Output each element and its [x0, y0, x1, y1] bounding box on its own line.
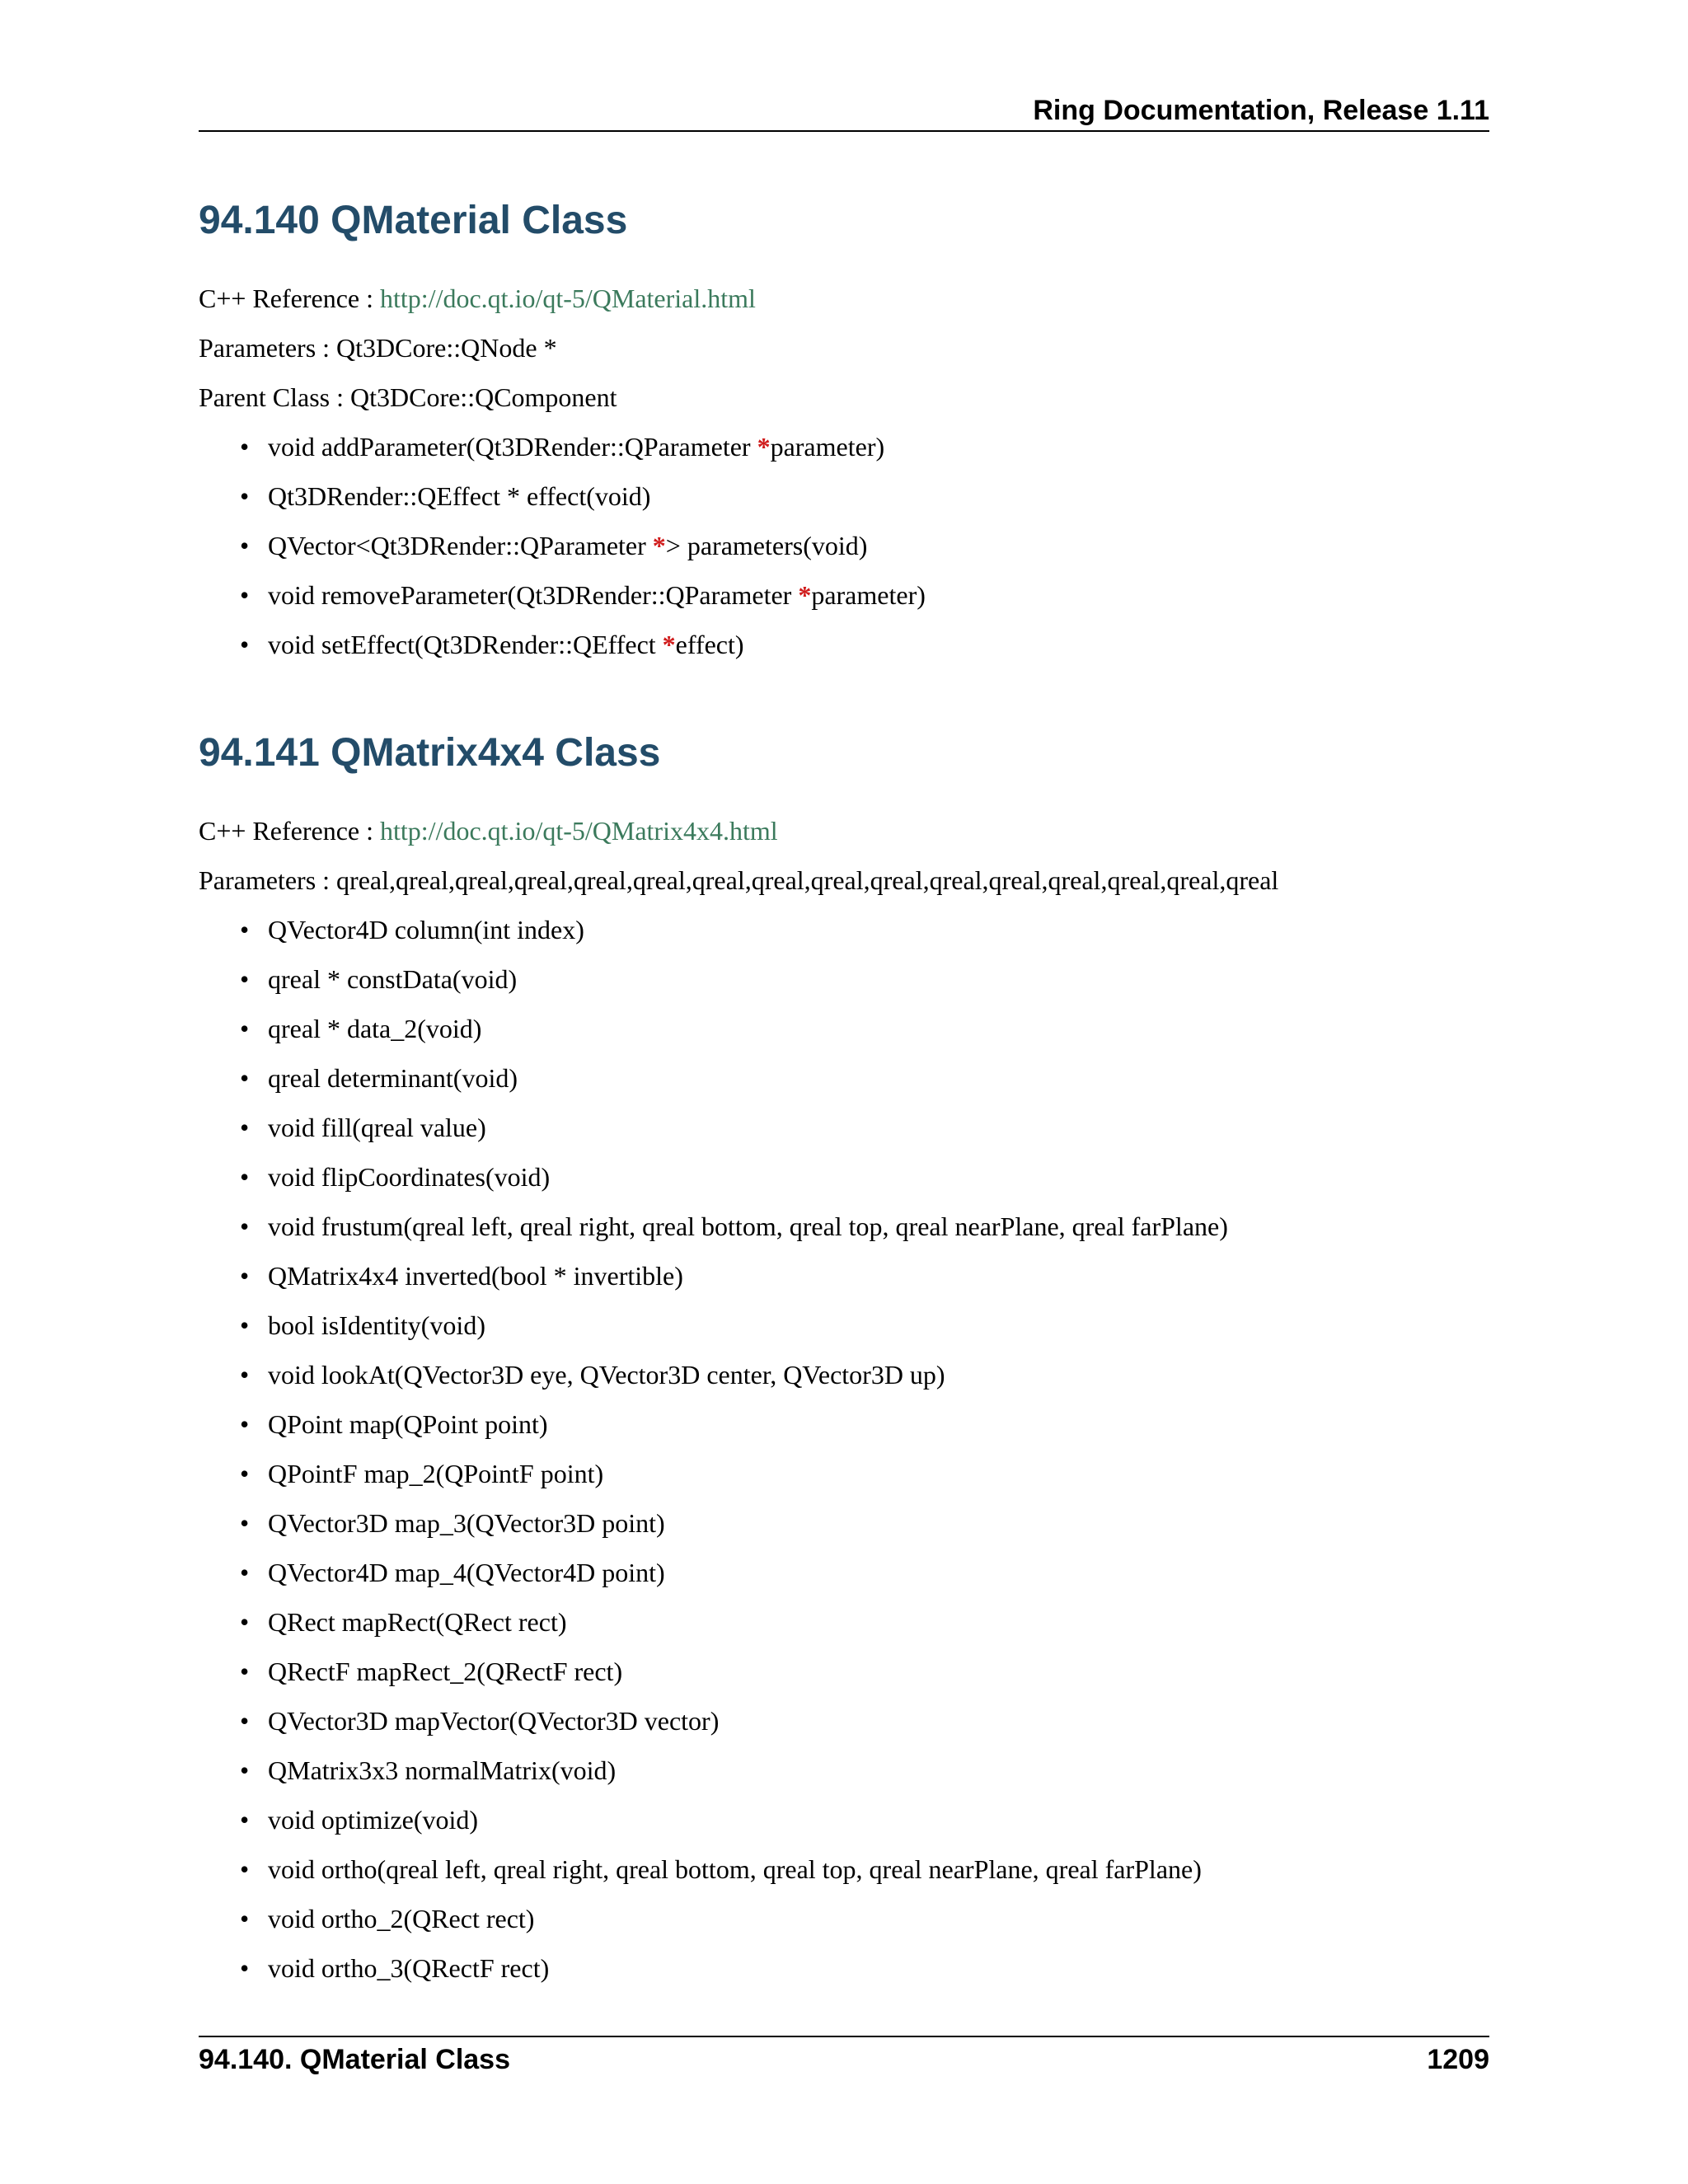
method-text: effect)	[675, 630, 744, 659]
method-text: QMatrix4x4 inverted(bool * invertible)	[268, 1261, 683, 1291]
method-text: QRect mapRect(QRect rect)	[268, 1607, 567, 1637]
footer-section-title: 94.140. QMaterial Class	[199, 2044, 511, 2075]
bullet-icon: •	[240, 1805, 250, 1835]
bullet-icon: •	[240, 580, 250, 610]
method-item	[240, 1004, 1489, 1053]
bullet-icon: •	[240, 1854, 250, 1884]
method-list	[199, 905, 1489, 1993]
method-item	[240, 1844, 1489, 1894]
footer-rule	[199, 2036, 1489, 2037]
method-text: QRectF mapRect_2(QRectF rect)	[268, 1657, 623, 1686]
method-text: void optimize(void)	[268, 1805, 479, 1835]
method-text: QPointF map_2(QPointF point)	[268, 1459, 604, 1488]
section-body	[199, 806, 1489, 1993]
section-qmaterial	[199, 191, 1489, 669]
bullet-icon: •	[240, 1162, 250, 1192]
bullet-icon: •	[240, 964, 250, 994]
method-text: void setEffect(Qt3DRender::QEffect	[268, 630, 663, 659]
method-item	[240, 620, 1489, 669]
bullet-icon: •	[240, 1261, 250, 1291]
bullet-icon: •	[240, 1409, 250, 1439]
method-text: bool isIdentity(void)	[268, 1310, 485, 1340]
reference-link[interactable]: http://doc.qt.io/qt-5/QMatrix4x4.html	[380, 816, 778, 846]
asterisk: *	[798, 580, 812, 610]
bullet-icon: •	[240, 1063, 250, 1093]
method-list	[199, 422, 1489, 669]
method-text: void removeParameter(Qt3DRender::QParameter	[268, 580, 799, 610]
bullet-icon: •	[240, 630, 250, 659]
parameters-line: Parameters : Qt3DCore::QNode *	[199, 333, 557, 363]
document-page	[199, 0, 1489, 2184]
method-item	[240, 1449, 1489, 1498]
bullet-icon: •	[240, 1953, 250, 1983]
section-title: 94.141 QMatrix4x4 Class	[199, 731, 661, 775]
asterisk: *	[652, 531, 666, 560]
bullet-icon: •	[240, 1459, 250, 1488]
method-text: QMatrix3x3 normalMatrix(void)	[268, 1755, 617, 1785]
running-header: Ring Documentation, Release 1.11	[1033, 95, 1489, 126]
bullet-icon: •	[240, 1706, 250, 1736]
page-number: 1209	[1427, 2044, 1489, 2075]
method-text: QVector4D map_4(QVector4D point)	[268, 1558, 665, 1587]
parent-class-line: Parent Class : Qt3DCore::QComponent	[199, 382, 617, 412]
reference-label: C++ Reference :	[199, 816, 380, 846]
method-text: void frustum(qreal left, qreal right, qreal bottom, qreal top, qreal nearPlane, qreal farPlane)	[268, 1212, 1228, 1241]
bullet-icon: •	[240, 481, 250, 511]
method-text: void flipCoordinates(void)	[268, 1162, 551, 1192]
method-item	[240, 1399, 1489, 1449]
method-item	[240, 1746, 1489, 1795]
bullet-icon: •	[240, 1657, 250, 1686]
method-text: void lookAt(QVector3D eye, QVector3D center, QVector3D up)	[268, 1360, 945, 1390]
method-text: void ortho_3(QRectF rect)	[268, 1953, 550, 1983]
method-item	[240, 1548, 1489, 1597]
method-item	[240, 422, 1489, 471]
method-item	[240, 1894, 1489, 1943]
method-item	[240, 954, 1489, 1004]
bullet-icon: •	[240, 1755, 250, 1785]
bullet-icon: •	[240, 531, 250, 560]
method-text: qreal determinant(void)	[268, 1063, 518, 1093]
asterisk: *	[757, 432, 771, 462]
bullet-icon: •	[240, 1607, 250, 1637]
method-text: > parameters(void)	[665, 531, 868, 560]
bullet-icon: •	[240, 1508, 250, 1538]
method-item	[240, 1597, 1489, 1647]
bullet-icon: •	[240, 915, 250, 944]
method-item	[240, 1053, 1489, 1103]
method-text: Qt3DRender::QEffect * effect(void)	[268, 481, 651, 511]
cpp-reference-line	[199, 806, 1489, 855]
method-text: parameter)	[811, 580, 926, 610]
method-item	[240, 1301, 1489, 1350]
method-item	[240, 905, 1489, 954]
method-item	[240, 1103, 1489, 1152]
method-item	[240, 1202, 1489, 1251]
bullet-icon: •	[240, 1212, 250, 1241]
header-rule	[199, 130, 1489, 132]
section-title: 94.140 QMaterial Class	[199, 199, 628, 242]
method-item	[240, 471, 1489, 521]
method-text: QVector4D column(int index)	[268, 915, 584, 944]
method-text: void addParameter(Qt3DRender::QParameter	[268, 432, 757, 462]
method-text: void fill(qreal value)	[268, 1113, 486, 1142]
bullet-icon: •	[240, 1113, 250, 1142]
method-text: parameter)	[770, 432, 885, 462]
method-text: QVector3D mapVector(QVector3D vector)	[268, 1706, 720, 1736]
method-item	[240, 570, 1489, 620]
method-item	[240, 1498, 1489, 1548]
section-qmatrix4x4	[199, 724, 1489, 1993]
reference-label: C++ Reference :	[199, 284, 380, 313]
method-text: void ortho(qreal left, qreal right, qreal bottom, qreal top, qreal nearPlane, qreal farPlane)	[268, 1854, 1202, 1884]
method-item	[240, 1696, 1489, 1746]
asterisk: *	[662, 630, 676, 659]
method-item	[240, 1943, 1489, 1993]
reference-link[interactable]: http://doc.qt.io/qt-5/QMaterial.html	[380, 284, 756, 313]
method-text: QPoint map(QPoint point)	[268, 1409, 548, 1439]
method-text: QVector3D map_3(QVector3D point)	[268, 1508, 665, 1538]
method-text: QVector<Qt3DRender::QParameter	[268, 531, 653, 560]
bullet-icon: •	[240, 1014, 250, 1043]
method-text: void ortho_2(QRect rect)	[268, 1904, 535, 1933]
method-item	[240, 1251, 1489, 1301]
parameters-line: Parameters : qreal,qreal,qreal,qreal,qreal,qreal,qreal,qreal,qreal,qreal,qreal,qreal,qreal,qreal,qreal,qreal	[199, 865, 1279, 895]
bullet-icon: •	[240, 1360, 250, 1390]
method-item	[240, 1647, 1489, 1696]
method-text: qreal * data_2(void)	[268, 1014, 482, 1043]
bullet-icon: •	[240, 432, 250, 462]
section-body	[199, 274, 1489, 669]
method-text: qreal * constData(void)	[268, 964, 518, 994]
method-item	[240, 521, 1489, 570]
bullet-icon: •	[240, 1310, 250, 1340]
bullet-icon: •	[240, 1558, 250, 1587]
bullet-icon: •	[240, 1904, 250, 1933]
cpp-reference-line	[199, 274, 1489, 323]
method-item	[240, 1152, 1489, 1202]
method-item	[240, 1350, 1489, 1399]
method-item	[240, 1795, 1489, 1844]
